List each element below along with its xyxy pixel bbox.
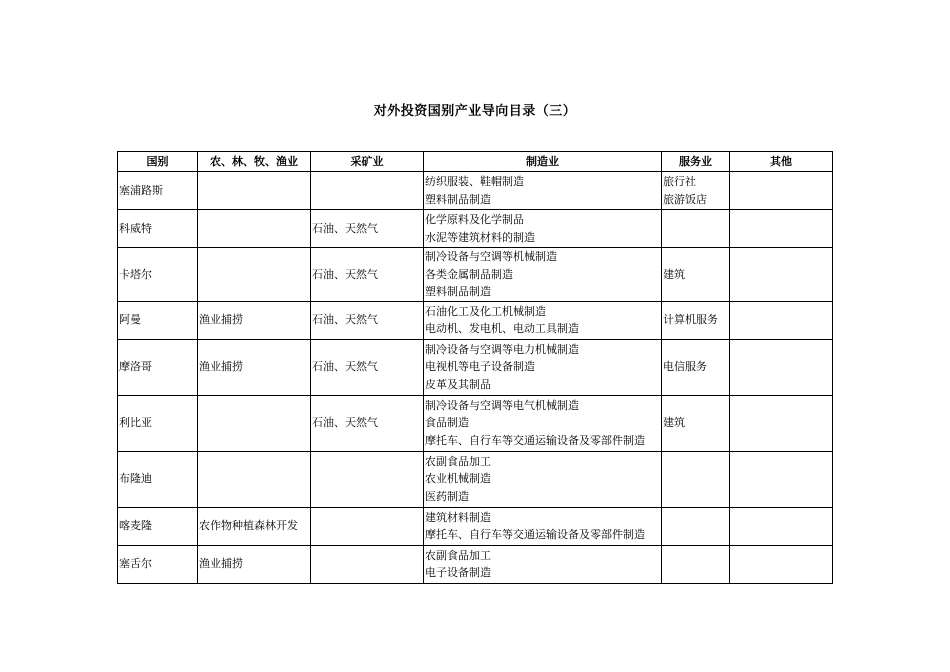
cell-manufacturing-line: 塑料制品制造: [425, 192, 491, 206]
cell-services: [662, 172, 730, 210]
cell-country: 布隆迪: [118, 451, 198, 507]
cell-agriculture: 渔业捕捞: [198, 301, 311, 339]
header-other: 其他: [730, 152, 833, 172]
cell-manufacturing-line: 建筑材料制造: [425, 510, 491, 524]
document-title: 对外投资国别产业导向目录（三）: [373, 104, 577, 119]
cell-agriculture: [198, 395, 311, 451]
cell-country: 阿曼: [118, 301, 198, 339]
cell-mining: 石油、天然气: [311, 339, 424, 395]
cell-other: [730, 248, 833, 302]
cell-mining: 石油、天然气: [311, 395, 424, 451]
cell-agriculture: 渔业捕捞: [198, 545, 311, 583]
header-services: 服务业: [662, 152, 730, 172]
cell-manufacturing-line: 电动机、发电机、电动工具制造: [425, 322, 579, 335]
cell-other: [730, 339, 833, 395]
cell-services: [662, 395, 730, 451]
cell-mining: 石油、天然气: [311, 210, 424, 248]
cell-mining: [311, 545, 424, 583]
cell-country: 利比亚: [118, 395, 198, 451]
cell-manufacturing: [424, 339, 662, 395]
cell-manufacturing-line: 石油化工及化工机械制造: [425, 304, 546, 318]
table-row: [118, 301, 833, 339]
cell-services: [662, 451, 730, 507]
cell-manufacturing: [424, 451, 662, 507]
industry-guide-table: [117, 151, 833, 584]
cell-mining: [311, 451, 424, 507]
cell-manufacturing: [424, 395, 662, 451]
table-row: [118, 172, 833, 210]
cell-manufacturing: [424, 172, 662, 210]
cell-manufacturing-line: 制冷设备与空调等机械制造: [425, 250, 557, 263]
table-row: [118, 339, 833, 395]
cell-services: [662, 545, 730, 583]
cell-manufacturing-line: 纺织服装、鞋帽制造: [425, 175, 524, 188]
table-row: [118, 210, 833, 248]
cell-agriculture: 农作物种植森林开发: [198, 507, 311, 545]
header-manufacturing: 制造业: [424, 152, 662, 172]
cell-manufacturing-line: 摩托车、自行车等交通运输设备及零部件制造: [425, 433, 645, 447]
cell-agriculture: [198, 248, 311, 302]
cell-manufacturing: [424, 210, 662, 248]
cell-services: [662, 339, 730, 395]
table-row: [118, 507, 833, 545]
cell-manufacturing-line: 农副食品加工: [425, 548, 491, 562]
cell-mining: [311, 172, 424, 210]
cell-agriculture: [198, 210, 311, 248]
cell-manufacturing-line: 制冷设备与空调等电力机械制造: [425, 342, 579, 356]
cell-manufacturing-line: 塑料制品制造: [425, 285, 491, 298]
cell-manufacturing-line: 农业机械制造: [425, 472, 491, 486]
cell-manufacturing-line: 摩托车、自行车等交通运输设备及零部件制造: [425, 528, 645, 541]
cell-services: [662, 210, 730, 248]
cell-agriculture: [198, 172, 311, 210]
cell-services: [662, 507, 730, 545]
cell-other: [730, 507, 833, 545]
cell-country: 喀麦隆: [118, 507, 198, 545]
cell-country: 塞浦路斯: [118, 172, 198, 210]
table-row: [118, 248, 833, 302]
cell-manufacturing: [424, 248, 662, 302]
table-header-row: [118, 152, 833, 172]
cell-manufacturing-line: 制冷设备与空调等电气机械制造: [425, 398, 579, 412]
cell-mining: [311, 507, 424, 545]
cell-services-line: 计算机服务: [663, 313, 718, 327]
cell-agriculture: [198, 451, 311, 507]
cell-country: 卡塔尔: [118, 248, 198, 302]
cell-manufacturing-line: 农副食品加工: [425, 454, 491, 468]
cell-other: [730, 395, 833, 451]
cell-country: 科威特: [118, 210, 198, 248]
cell-services: [662, 248, 730, 302]
table-body: [118, 172, 833, 584]
cell-manufacturing-line: 各类金属制品制造: [425, 267, 513, 281]
cell-manufacturing-line: 电子设备制造: [425, 566, 491, 579]
cell-other: [730, 301, 833, 339]
cell-services-line: 旅游饭店: [663, 192, 707, 206]
cell-manufacturing-line: 皮革及其制品: [425, 377, 491, 391]
header-mining: 采矿业: [311, 152, 424, 172]
table-row: [118, 395, 833, 451]
cell-other: [730, 545, 833, 583]
cell-services-line: 建筑: [663, 267, 685, 281]
cell-country: 塞舌尔: [118, 545, 198, 583]
cell-manufacturing-line: 水泥等建筑材料的制造: [425, 230, 535, 244]
cell-country: 摩洛哥: [118, 339, 198, 395]
cell-manufacturing-line: 电视机等电子设备制造: [425, 360, 535, 374]
cell-agriculture: 渔业捕捞: [198, 339, 311, 395]
cell-services: [662, 301, 730, 339]
header-agriculture: 农、林、牧、渔业: [198, 152, 311, 172]
table-row: [118, 451, 833, 507]
cell-services-line: 电信服务: [663, 360, 707, 374]
cell-manufacturing-line: 食品制造: [425, 416, 469, 430]
cell-services-line: 建筑: [663, 416, 685, 430]
cell-manufacturing-line: 化学原料及化学制品: [425, 213, 524, 226]
cell-manufacturing: [424, 301, 662, 339]
cell-other: [730, 210, 833, 248]
cell-mining: 石油、天然气: [311, 301, 424, 339]
cell-services-line: 旅行社: [663, 175, 696, 188]
cell-other: [730, 451, 833, 507]
table-row: [118, 545, 833, 583]
header-country: 国别: [118, 152, 198, 172]
cell-mining: 石油、天然气: [311, 248, 424, 302]
cell-manufacturing: [424, 507, 662, 545]
cell-manufacturing: [424, 545, 662, 583]
cell-manufacturing-line: 医药制造: [425, 489, 469, 503]
cell-other: [730, 172, 833, 210]
